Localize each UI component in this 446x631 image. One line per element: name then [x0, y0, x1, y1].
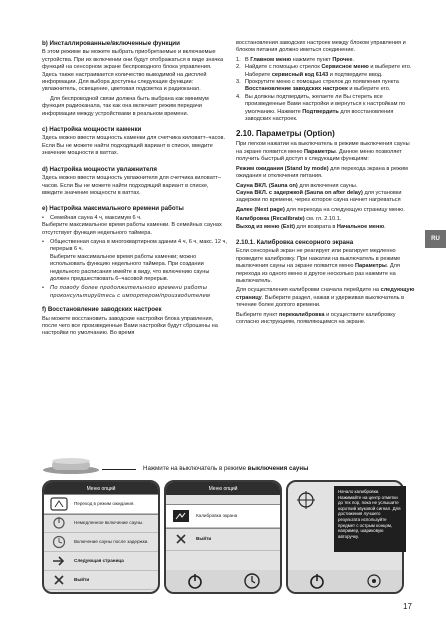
right-column [236, 40, 416, 328]
option-item: Калибровка (Recalibrate) см. гл. 2.10.1. [236, 216, 342, 223]
section-f-text: Вы можете восстановить заводские настройки блока управления, после чего все произведенные Вами настройки будут сброшены на настройки по умолчанию. Во время [42, 315, 218, 337]
section-e-subtext-1: Выберите максимальное время работы каменки. В семейных саунах отсутствует функция недельного таймера. [42, 222, 222, 236]
section-b-text: В этом режиме вы можете выбрать приобретаемые и включаемые устройства. При их включении они будут отображаться в виде значка функций на сенсорном экране беспроводного блока управления. Здесь также настраивается количество выводимой на дисплей информации. Для выбора доступны следующие функции: увлажнитель, освещение, цветовая подсветка и радиоканал. [42, 49, 224, 93]
menu-title: Меню опций [44, 482, 158, 495]
reset-intro: восстановления заводских настроек между блоком управления и блоком питания должно иметься соединение. [236, 40, 406, 54]
section-c-text: Здесь можно ввести мощность каменки для счетчика киловатт–часов. Если Вы не можете найти подходящий вариант в списке, введите значение мощности в ваттах. [42, 135, 226, 157]
clock-icon [50, 535, 68, 549]
page-number: 17 [403, 602, 412, 611]
section-210-text: При легком нажатии на выключатель в режиме выключения сауны на экране появится меню Параметры. Данное меню позволяет получить быстрый доступ к следующим функциям: [236, 141, 410, 163]
left-column [42, 40, 228, 340]
target-icon[interactable] [365, 572, 383, 590]
bottom-icon-bar [288, 570, 402, 592]
section-d-heading: d) Настройка мощности увлажнителя [42, 165, 157, 173]
option-item: Режим ожидания (Stand by mode) для перехода экрана в режим ожидания и отключения питания. [236, 165, 408, 180]
language-tab: RU [425, 230, 446, 248]
figure-callout: Нажмите на выключатель в режиме выключения сауны [143, 465, 309, 472]
menu-item-standby[interactable]: Переход в режим ожидания. [44, 495, 158, 514]
section-b-text-2: Для беспроводной связи должна быть выбрана как минимум функция радиоканала, так как она включает режим передачи информации между устройствами в реальном времени. [42, 95, 209, 117]
list-item: • Общественная сауна в многоквартирном здании 4 ч, 6 ч, макс. 12 ч, перерыв 6 ч. [42, 238, 228, 253]
standby-icon [50, 497, 68, 511]
option-item: Далее (Next page) для перехода на следующую страницу меню. [236, 206, 405, 213]
menu-item-sauna-delay[interactable]: Включение сауны после задержки. [44, 533, 158, 552]
section-f-heading: f) Восстановление заводских настроек [42, 306, 162, 314]
menu-item-sauna-on[interactable]: Немедленное включение сауны. [44, 514, 158, 533]
calibration-target-icon[interactable] [296, 490, 316, 510]
calibration-instructions: Начало калибровки. Нажимайте на центр отметки до тех пор, пока не услышите короткий звуковой сигнал. Для достижения лучшего результата используйте предмет с острым концом, например, шариковую авторучку. [334, 486, 406, 552]
close-icon [172, 532, 190, 546]
power-icon[interactable] [186, 572, 204, 590]
bullet-icon: • [42, 214, 44, 221]
control-panel-switch-icon [42, 458, 100, 474]
list-item: 2. Найдите с помощью стрелок Сервисное меню и выберите его. Наберите сервисный код 6143 и подтвердите ввод. [236, 64, 412, 78]
section-2101-text-2: Для осуществления калибровки сначала перейдите на следующую страницу. Выберите раздел, нажав и удерживая выключатель в течение более долгого времени. [236, 287, 415, 309]
callout-line [102, 469, 136, 470]
section-210-heading: 2.10. Параметры (Option) [236, 129, 335, 139]
section-2101-heading: 2.10.1. Калибровка сенсорного экрана [236, 238, 354, 246]
list-item: 3. Прокрутите меню с помощью стрелок до появления пункта Восстановление заводских настроек и выберите его. [236, 79, 399, 93]
option-item: Сауна ВКЛ. (Sauna on) для включения сауны. [236, 182, 358, 189]
menu-item-next-page[interactable]: Следующая страница [44, 552, 158, 571]
clock-icon[interactable] [243, 572, 261, 590]
bullet-icon: • [42, 285, 44, 292]
calibrate-icon [172, 509, 190, 523]
list-item: 4. Вы должны подтвердить, желаете ли Вы стереть все произведенные Вами настройки и вернуться к настройкам по умолчанию. Нажмите Подтвердить для восстановления заводских настроек. [236, 93, 406, 123]
section-d-text: Здесь можно ввести мощность увлажнителя для счетчика киловатт–часов. Если Вы не можете найти подходящий вариант в списке, введите значение мощности в ваттах. [42, 175, 221, 196]
options-menu-screen [42, 480, 160, 594]
section-c-heading: c) Настройка мощности каменки [42, 126, 142, 134]
section-b-heading: b) Инсталлированные/включенные функции [42, 40, 180, 47]
bottom-icon-bar [166, 570, 280, 592]
option-item: Выход из меню (Exit) для возврата в Начальное меню. [236, 223, 386, 230]
options-menu-screen-2 [164, 480, 282, 594]
menu-item-calibrate[interactable]: Калибровка экрана [166, 505, 280, 528]
power-icon[interactable] [308, 572, 326, 590]
bullet-icon: • [42, 238, 44, 245]
close-icon [50, 573, 68, 587]
section-e-heading: e) Настройка максимального времени работы [42, 205, 184, 213]
option-item: Сауна ВКЛ. с задержкой (Sauna on after delay) для установки задержки по времени, через которое сауна начнет нагреваться [236, 189, 402, 204]
menu-title: Меню опций [166, 482, 280, 495]
list-item: 1. В Главном меню нажмите пункт Прочее. [236, 56, 355, 63]
menu-item-exit[interactable]: Выйти [44, 571, 158, 590]
list-item: • По поводу более продолжительного времени работы проконсультируйтесь с импортером/производителем [42, 285, 211, 299]
section-2101-text: Если сенсорный экран не реагирует или реагирует медленно проведите калибровку. При нажатии на выключатель в режиме выключения сауны на экране появится меню Параметры. Для перехода из одного меню в другое несколько раз нажмите на выключатель. [236, 248, 401, 284]
section-2101-text-3: Выберите пункт перекалибровка и осуществите калибровку согласно инструкциям, появляющимся на экране. [236, 311, 396, 325]
arrow-right-icon [50, 554, 68, 568]
list-item: • Семейная сауна 4 ч, максимум 6 ч. [42, 214, 142, 221]
sauna-on-icon [50, 516, 68, 530]
section-e-subtext-2: Выберите максимальное время работы каменки; можно использовать функцию недельного таймера. При создании недельного расписания имейте в виду, что включению сауны должен предшествовать 6–часовой перерыв. [50, 253, 210, 282]
menu-item-exit[interactable]: Выйти [166, 528, 280, 551]
